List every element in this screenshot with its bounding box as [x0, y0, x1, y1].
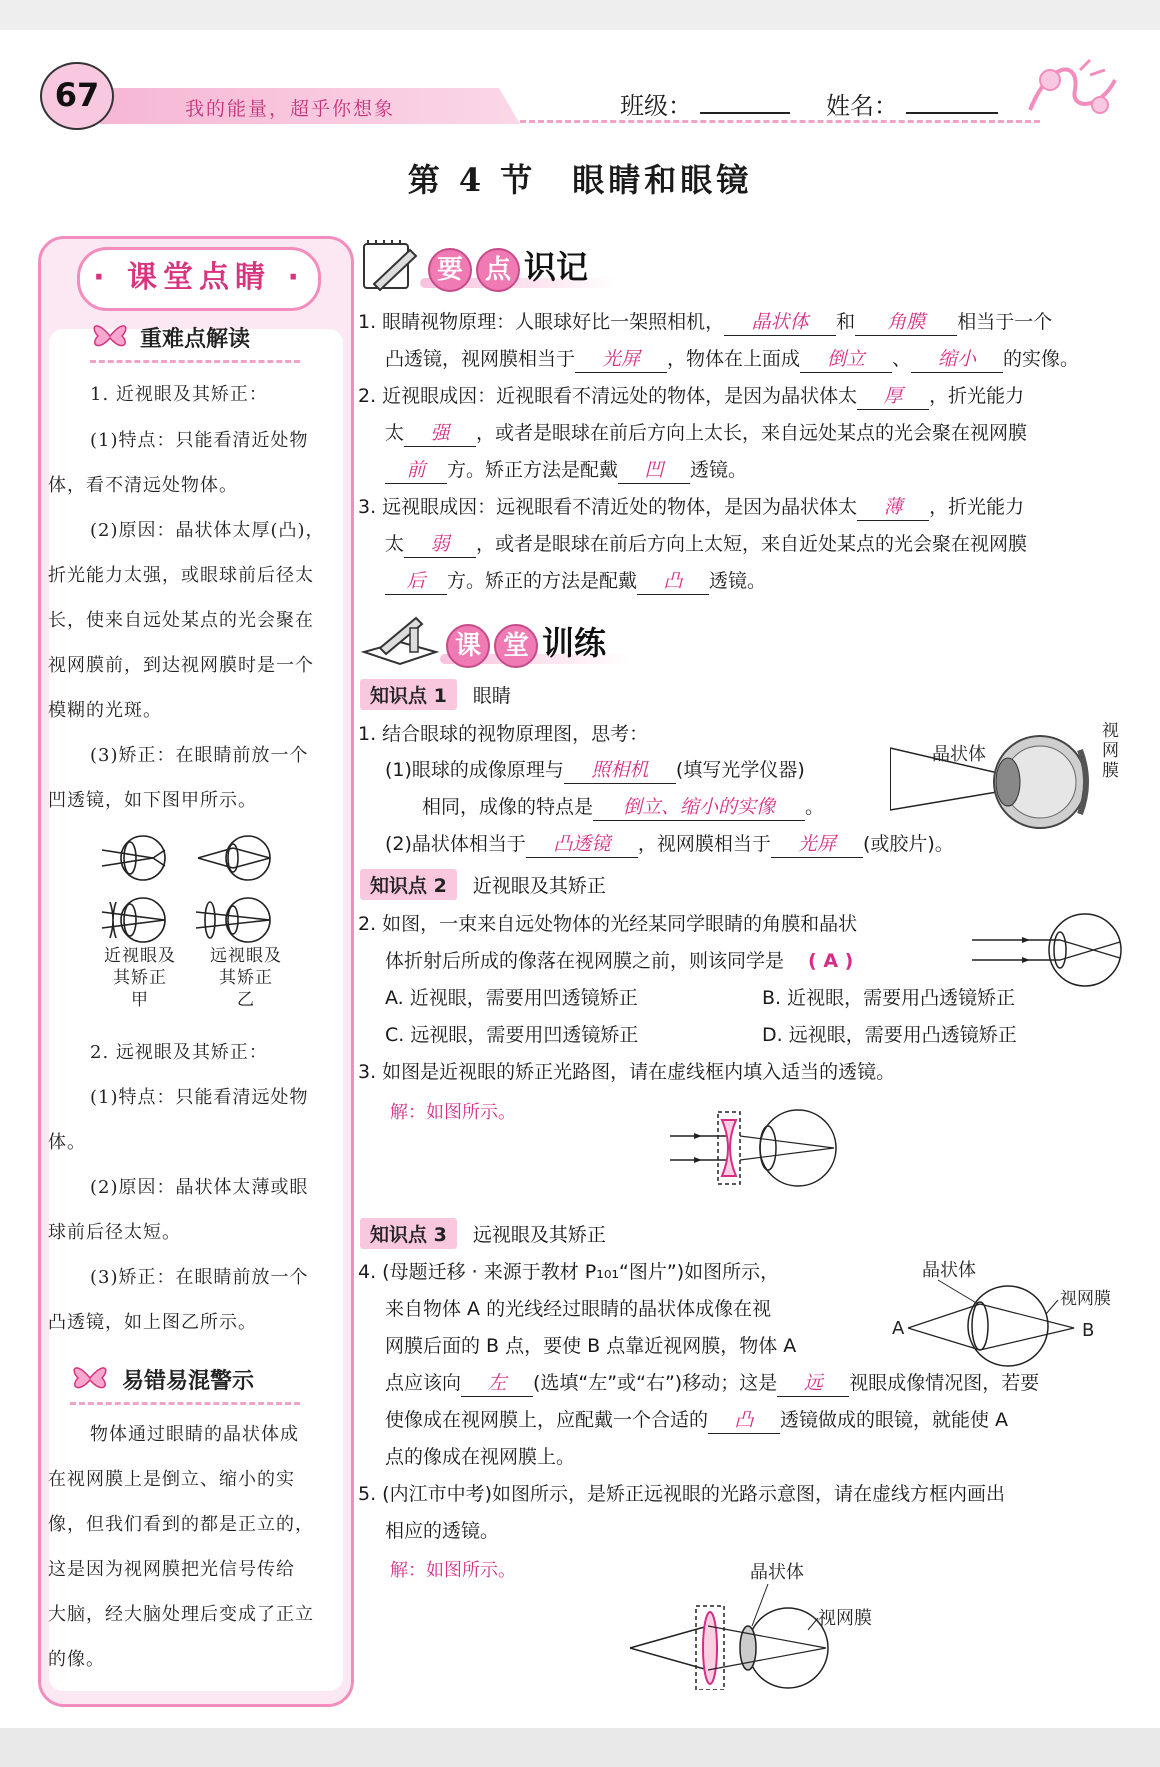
text: 方。矫正方法是配戴 [447, 459, 619, 481]
name-label: 姓名： [826, 92, 898, 120]
book-pencil-icon [360, 612, 440, 668]
text: 透镜做成的眼镜，就能使 A [780, 1409, 1009, 1431]
knowledge-point-1 [360, 679, 511, 710]
q2-line1: 2. 如图，一束来自远处物体的光经某同学眼睛的角膜和晶状 [358, 913, 858, 935]
q2-option: D. 远视眼，需要用凸透镜矫正 [762, 1024, 1017, 1046]
answer: 凸透镜 [526, 831, 638, 858]
answer: 倒立 [800, 346, 892, 373]
kp-tag: 知识点 1 [360, 679, 457, 710]
kp-title: 近视眼及其矫正 [472, 875, 606, 897]
sidebar-line: 球前后径太短。 [48, 1222, 181, 1243]
sidebar-line: 体，看不清远处物体。 [48, 475, 238, 496]
answer-choice: ( A ) [808, 950, 854, 972]
caption-line: 近视眼及 [104, 946, 176, 966]
sidebar-line: 这是因为视网膜把光信号传给 [48, 1559, 295, 1580]
q1-sub2 [385, 826, 954, 863]
answer: 左 [461, 1370, 533, 1397]
text: ，或者是眼球在前后方向上太长，来自远处某点的光会聚在视网膜 [476, 422, 1028, 444]
heading-bubble: 堂 [494, 624, 538, 668]
page-number: 67 [40, 62, 114, 130]
text: (填写光学仪器) [675, 759, 805, 781]
caption-line: 其矫正 [113, 968, 167, 988]
text: 点应该向 [385, 1372, 462, 1394]
q3-solution: 解：如图所示。 [390, 1102, 516, 1123]
sidebar-section2-title: 易错易混警示 [122, 1369, 255, 1394]
caption-line: 甲 [131, 990, 149, 1010]
q4-line4 [385, 1365, 1039, 1402]
hyperopia-correction-figure [628, 1560, 888, 1690]
answer: 光屏 [575, 346, 667, 373]
q3-line1: 3. 如图是近视眼的矫正光路图，请在虚线框内填入适当的透镜。 [358, 1061, 896, 1083]
q5-line1: 5. (内江市中考)如图所示，是矫正远视眼的光路示意图，请在虚线方框内画出 [358, 1483, 1005, 1505]
sidebar-wave [70, 1394, 300, 1405]
heading-bubble: 要 [428, 248, 472, 292]
knowledge-point-3 [360, 1218, 606, 1249]
sidebar-line: 长，使来自远处某点的光会聚在 [48, 610, 314, 631]
viewer-top-bar [0, 0, 1160, 30]
text: 相同，成像的特点是 [422, 796, 594, 818]
text: (选填“左”或“右”)移动；这是 [533, 1372, 778, 1394]
q2-line2 [385, 943, 853, 980]
sidebar-line: 凹透镜，如下图甲所示。 [48, 790, 257, 811]
key-point-2-line2 [385, 415, 1027, 452]
answer: 厚 [857, 383, 929, 410]
label-retina: 膜 [1102, 761, 1119, 781]
label-B: B [1082, 1320, 1095, 1341]
sidebar-line: 凸透镜，如上图乙所示。 [48, 1312, 257, 1333]
class-blank [700, 112, 790, 114]
text: 。 [805, 796, 825, 818]
text: 太 [385, 422, 405, 444]
sidebar-line: 模糊的光斑。 [48, 700, 162, 721]
sidebar-line: 在视网膜上是倒立、缩小的实 [48, 1469, 295, 1490]
heading-bubble: 点 [476, 248, 520, 292]
eye-camera-figure [890, 720, 1130, 830]
text: 太 [385, 533, 405, 555]
answer: 晶状体 [724, 309, 836, 336]
label-retina: 网 [1102, 741, 1119, 761]
key-point-1-line2 [385, 341, 1079, 378]
label-A: A [892, 1318, 905, 1339]
q1-sub1b [422, 789, 824, 826]
caption-line: 其矫正 [219, 968, 273, 988]
answer: 凹 [618, 457, 690, 484]
text: 体折射后所成的像落在视网膜之前，则该同学是 [385, 950, 785, 972]
answer: 凸 [637, 568, 709, 595]
butterfly-icon [70, 1360, 110, 1396]
text: ，视网膜相当于 [637, 833, 771, 855]
answer: 强 [404, 420, 476, 447]
name-blank [906, 112, 998, 114]
label-lens: 晶状体 [750, 1562, 804, 1583]
sidebar-line: 体。 [48, 1132, 86, 1153]
fig-caption-myopia [100, 945, 180, 1011]
header-dash-line [520, 120, 1040, 123]
q4-line5 [385, 1402, 1008, 1439]
text: (1)眼球的成像原理与 [385, 759, 564, 781]
caption-line: 远视眼及 [210, 946, 282, 966]
text: ，或者是眼球在前后方向上太短，来自近处某点的光会聚在视网膜 [476, 533, 1028, 555]
training-heading [446, 618, 606, 668]
text: ，折光能力 [929, 385, 1025, 407]
label-retina: 视网膜 [818, 1608, 872, 1629]
sidebar-line: 2. 远视眼及其矫正： [90, 1042, 268, 1063]
slogan: 我的能量，超乎你想象 [185, 98, 396, 120]
flourish-decoration [1020, 50, 1130, 130]
text: (2)晶状体相当于 [385, 833, 526, 855]
answer: 光屏 [771, 831, 863, 858]
q1-stem: 1. 结合眼球的视物原理图，思考： [358, 723, 649, 745]
text: 使像成在视网膜上，应配戴一个合适的 [385, 1409, 709, 1431]
key-point-3-line2 [385, 526, 1027, 563]
kp-title: 远视眼及其矫正 [472, 1224, 606, 1246]
class-label: 班级： [620, 92, 692, 120]
heading-bubble: 课 [446, 624, 490, 668]
answer: 前 [385, 457, 447, 484]
answer: 照相机 [564, 757, 676, 784]
sidebar-wave [90, 352, 300, 363]
text: 1. 眼睛视物原理：人眼球好比一架照相机， [358, 311, 725, 333]
sidebar-line: (1)特点：只能看清远处物 [90, 1087, 309, 1108]
notepad-pencil-icon [360, 238, 422, 294]
key-point-2-line1 [358, 378, 1024, 415]
key-point-1-line1 [358, 304, 1052, 341]
heading-rest: 训练 [542, 624, 607, 662]
answer: 凸 [708, 1407, 780, 1434]
sidebar-line: (2)原因：晶状体太厚(凸)， [90, 520, 325, 541]
sidebar-line: (2)原因：晶状体太薄或眼 [90, 1177, 309, 1198]
text: 透镜。 [709, 570, 767, 592]
text: 视眼成像情况图，若要 [849, 1372, 1040, 1394]
text: 方。矫正的方法是配戴 [447, 570, 638, 592]
sidebar-heading: · 课堂点睛 · [77, 247, 321, 311]
text: 透镜。 [690, 459, 748, 481]
q2-option: A. 近视眼，需要用凹透镜矫正 [385, 987, 638, 1009]
text: ，折光能力 [929, 496, 1025, 518]
q4-line3: 网膜后面的 B 点，要使 B 点靠近视网膜，物体 A [385, 1335, 797, 1357]
kp-tag: 知识点 3 [360, 1218, 457, 1249]
answer: 薄 [857, 494, 929, 521]
text: 3. 远视眼成因：远视眼看不清近处的物体，是因为晶状体太 [358, 496, 858, 518]
sidebar-section1-title: 重难点解读 [140, 327, 251, 352]
text: 2. 近视眼成因：近视眼看不清远处的物体，是因为晶状体太 [358, 385, 858, 407]
answer: 弱 [404, 531, 476, 558]
q2-option: C. 远视眼，需要用凹透镜矫正 [385, 1024, 639, 1046]
q5-solution: 解：如图所示。 [390, 1560, 516, 1581]
myopia-hyperopia-figure [98, 830, 298, 950]
kp-title: 眼睛 [472, 685, 511, 707]
q1-sub1 [385, 752, 805, 789]
key-points-heading [428, 242, 588, 292]
text: 凸透镜，视网膜相当于 [385, 348, 576, 370]
answer: 缩小 [911, 346, 1003, 373]
sidebar-line: 视网膜前，到达视网膜时是一个 [48, 655, 314, 676]
sidebar-line: 的像。 [48, 1649, 105, 1670]
label-retina: 视网膜 [1060, 1289, 1111, 1309]
q5-line2: 相应的透镜。 [385, 1520, 500, 1542]
butterfly-icon [90, 318, 130, 354]
sidebar-line: 折光能力太强，或眼球前后径太 [48, 565, 314, 586]
heading-rest: 识记 [524, 248, 589, 286]
sidebar-line: (3)矫正：在眼睛前放一个 [90, 745, 309, 766]
kp-tag: 知识点 2 [360, 869, 457, 900]
key-point-3-line3 [385, 563, 766, 600]
caption-line: 乙 [237, 990, 255, 1010]
fig-caption-hyperopia [206, 945, 286, 1011]
label-retina: 视 [1102, 721, 1119, 741]
text: ，物体在上面成 [667, 348, 801, 370]
answer: 后 [385, 568, 447, 595]
answer: 远 [777, 1370, 849, 1397]
label-lens: 晶状体 [932, 744, 986, 765]
sidebar-line: (3)矫正：在眼睛前放一个 [90, 1267, 309, 1288]
q4-line2: 来自物体 A 的光线经过眼睛的晶状体成像在视 [385, 1298, 772, 1320]
page-title: 第 4 节 眼睛和眼镜 [407, 161, 753, 199]
text: (或胶片)。 [862, 833, 954, 855]
myopic-eye-figure [970, 910, 1130, 990]
sidebar-line: 1. 近视眼及其矫正： [90, 384, 268, 405]
text: 和 [836, 311, 856, 333]
label-lens: 晶状体 [922, 1260, 976, 1281]
answer: 角膜 [855, 309, 957, 336]
knowledge-point-2 [360, 869, 606, 900]
key-point-2-line3 [385, 452, 747, 489]
sidebar-line: 物体通过眼睛的晶状体成 [90, 1424, 299, 1445]
viewer-bottom-bar [0, 1728, 1160, 1767]
sidebar-line: (1)特点：只能看清近处物 [90, 430, 309, 451]
q2-option: B. 近视眼，需要用凸透镜矫正 [762, 987, 1016, 1009]
hyperopia-eye-figure [888, 1258, 1130, 1368]
sidebar-line: 像，但我们看到的都是正立的， [48, 1514, 314, 1535]
q4-line1: 4. (母题迁移 · 来源于教材 P₁₀₁“图片”)如图所示， [358, 1261, 780, 1283]
text: 相当于一个 [957, 311, 1053, 333]
q4-line6: 点的像成在视网膜上。 [385, 1446, 576, 1468]
text: 、 [892, 348, 912, 370]
text: 的实像。 [1003, 348, 1080, 370]
sidebar-line: 大脑，经大脑处理后变成了正立 [48, 1604, 314, 1625]
key-point-3-line1 [358, 489, 1024, 526]
answer: 倒立、缩小的实像 [593, 794, 805, 821]
myopia-correction-figure [668, 1108, 848, 1188]
